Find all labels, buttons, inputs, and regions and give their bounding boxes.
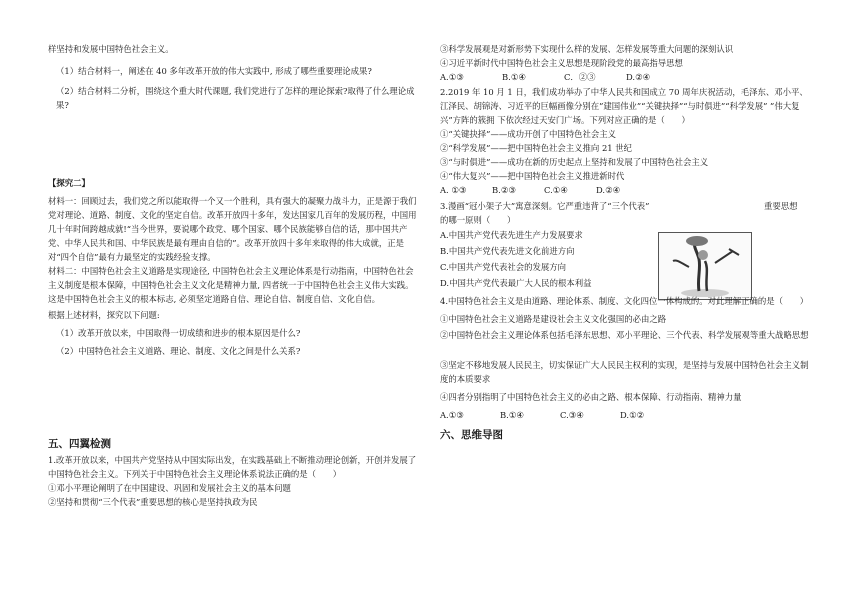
q2-option-2: ②“科学发展”——把中国特色社会主义推向 21 世纪 <box>440 143 633 153</box>
explore-intro: 根据上述材料，探究以下问题: <box>48 310 160 320</box>
q3-option-a: A.中国共产党代表先进生产力发展要求 <box>440 230 583 240</box>
q2-answer-c: C.①④ <box>544 185 568 195</box>
question-3-stem-a: 3.漫画“冠小架子大”寓意深刻。它严重违背了“三个代表” <box>440 201 650 211</box>
q2-answer-a: A. ①③ <box>440 185 467 195</box>
section-5-heading: 五、四翼检测 <box>48 438 111 450</box>
q2-answer-d: D.②④ <box>596 185 621 195</box>
question-2-stem: 2.2019 年 10 月 1 日，我们成功举办了中华人民共和国成立 70 周年庆祝活动，毛泽东、邓小平、江泽民、胡锦涛、习近平的巨幅画像分别在”建国伟业”“关键抉择”“与时俱进”“科学发展” ”伟大复兴”方阵的簇拥 下依次经过天安门广场。下列对应正确的是（ ） <box>440 87 808 125</box>
question-1: （1）结合材料一，阐述在 40 多年改革开放的伟大实践中, 形成了哪些重要理论成果? <box>56 66 372 76</box>
q4-answer-a: A.①③ <box>440 410 464 420</box>
q1-option-4: ④习近平新时代中国特色社会主义思想是现阶段党的最高指导思想 <box>440 58 683 68</box>
material-2: 材料二：中国特色社会主义道路是实现途径, 中国特色社会主义理论体系是行动指南，中国特色社会主义制度是根本保障，中国特色社会主义文化是精神力量, 四者统一于中国特色社会主义伟大实践。这是中国特色社会主义的根本标志, 必须坚定道路自信、理论自信、制度自信、文化自信。 <box>48 266 414 304</box>
q4-answer-b: B.①④ <box>500 410 524 420</box>
explore-question-2: （2）中国特色社会主义道路、理论、制度、文化之间是什么关系? <box>56 346 301 356</box>
q1-answer-c: C．②③ <box>564 72 596 82</box>
q2-answer-b: B.②③ <box>492 185 516 195</box>
q2-option-4: ④“伟大复兴”——把中国特色社会主义推进新时代 <box>440 171 625 181</box>
material-1: 材料一：回顾过去，我们党之所以能取得一个又一个胜利，具有强大的凝聚力战斗力，正是源于我们党对理论、道路、制度、文化的坚定自信。改革开放四十多年，发达国家几百年的发展历程，中国用几十年时间跨越成就!“当今世界，要说哪个政党、哪个国家、哪个民族能够自信的话，那中国共产党、中华人民共和国、中华民族是最有理由自信的”。改革开放四十多年来取得的伟大成就，正是对“四个自信”最有力最坚定的实践经验支撑。 <box>48 196 417 262</box>
q4-answer-c: C.③④ <box>560 410 584 420</box>
q2-option-3: ③“与时俱进”——成功在新的历史起点上坚持和发展了中国特色社会主义 <box>440 157 709 167</box>
explore-question-1: （1）改革开放以来，中国取得一切成绩和进步的根本原因是什么? <box>56 328 301 338</box>
question-2: （2）结合材料二分析，围绕这个重大时代课题, 我们党进行了怎样的理论探索?取得了什么理论成果? <box>56 86 415 110</box>
q1-answer-a: A.①③ <box>440 72 464 82</box>
q3-option-c: C.中国共产党代表社会的发展方向 <box>440 262 567 272</box>
q4-option-1: ①中国特色社会主义道路是建设社会主义文化强国的必由之路 <box>440 314 667 324</box>
q4-option-3: ③坚定不移地发展人民民主，切实保证广大人民民主权利的实现，是坚持与发展中国特色社会主义制度的本质要求 <box>440 360 809 384</box>
q3-option-d: D.中国共产党代表最广大人民的根本利益 <box>440 278 592 288</box>
test-question-1: 1.改革开放以来，中国共产党坚持从中国实际出发，在实践基础上不断推动理论创新，开创并发展了中国特色社会主义。下列关于中国特色社会主义理论体系说法正确的是（ ） <box>48 455 417 479</box>
q4-option-2: ②中国特色社会主义理论体系包括毛泽东思想、邓小平理论、三个代表、科学发展观等重大战略思想 <box>440 330 809 340</box>
question-4-stem: 4.中国特色社会主义是由道路、理论体系、制度、文化四位一体构成的。对此理解正确的是（ ） <box>440 296 809 306</box>
continued-line: 样坚持和发展中国特色社会主义。 <box>48 44 174 54</box>
q4-option-4: ④四者分别指明了中国特色社会主义的必由之路、根本保障、行动指南、精神力量 <box>440 392 742 402</box>
question-3-stem-b: 重要思想 <box>764 201 798 211</box>
q2-answers <box>440 183 620 197</box>
q3-option-b: B.中国共产党代表先进文化前进方向 <box>440 246 575 256</box>
q4-answer-d: D.①② <box>620 410 645 420</box>
section-6-heading: 六、思维导图 <box>440 429 503 441</box>
q1-answer-b: B.①④ <box>502 72 526 82</box>
test-question-1-option-2: ②坚持和贯彻“三个代表”重要思想的核心是坚持执政为民 <box>48 497 258 507</box>
q2-option-1: ①“关键抉择”——成功开创了中国特色社会主义 <box>440 129 617 139</box>
q1-answers <box>440 70 650 84</box>
q1-option-3: ③科学发展观是对新形势下实现什么样的发展、怎样发展等重大问题的深刻认识 <box>440 44 734 54</box>
question-3-stem-c: 的哪一原则（ ） <box>440 215 516 225</box>
q1-answer-d: D.②④ <box>626 72 651 82</box>
explore-2-heading: 【探究二】 <box>48 178 90 188</box>
test-question-1-option-1: ①邓小平理论阐明了在中国建设、巩固和发展社会主义的基本问题 <box>48 483 291 493</box>
q4-answers <box>440 408 644 422</box>
